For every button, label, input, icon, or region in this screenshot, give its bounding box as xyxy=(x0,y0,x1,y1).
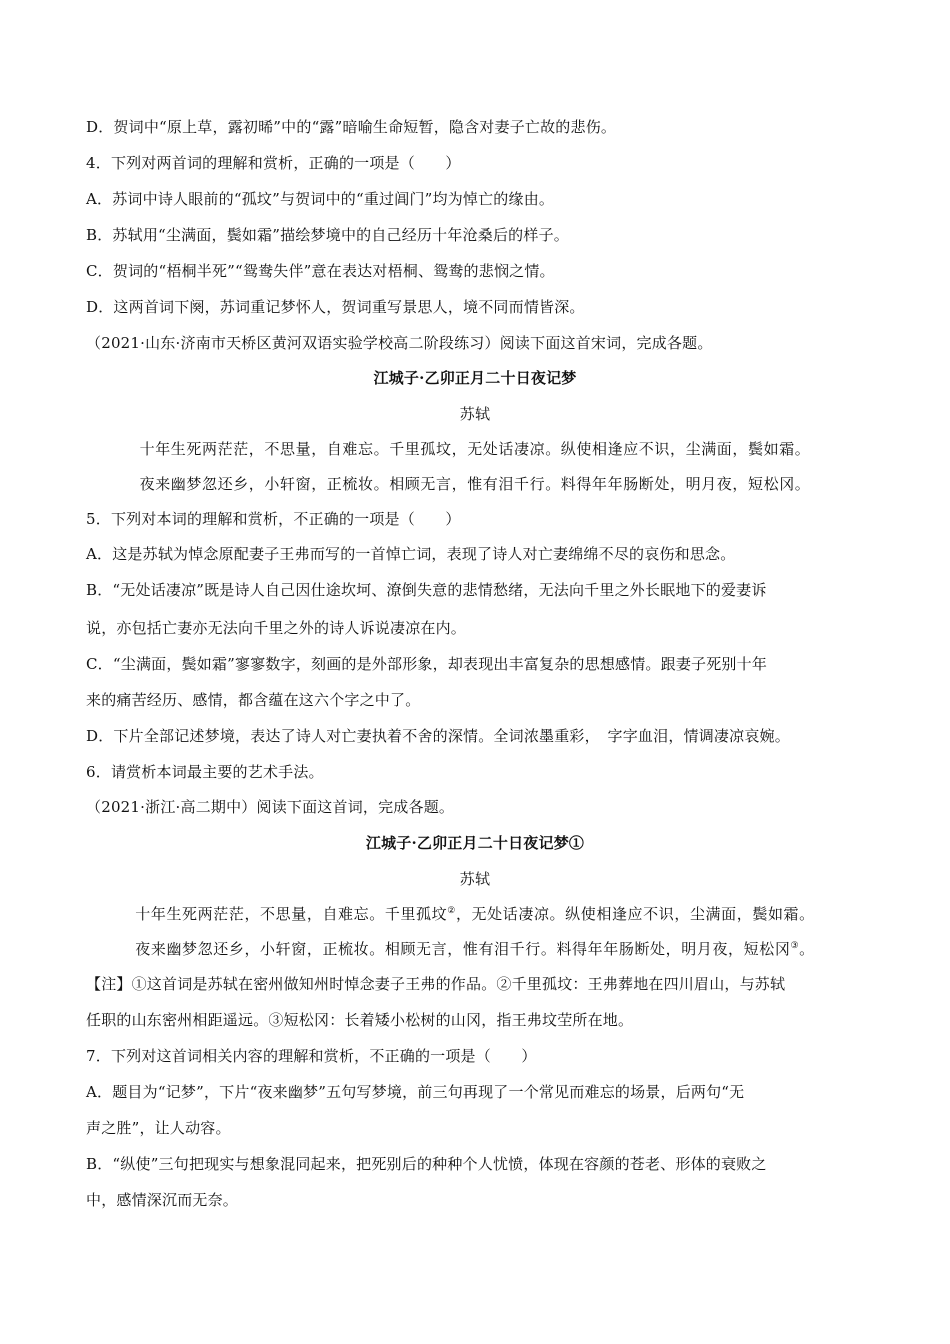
poem-author-1: 苏轼 xyxy=(459,405,491,423)
source-note-1: （2021·山东·济南市天桥区黄河双语实验学校高二阶段练习）阅读下面这首宋词，完成各题。 xyxy=(86,334,713,352)
note-line-1: 【注】①这首词是苏轼在密州做知州时悼念妻子王弗的作品。②千里孤坟：王弗葬地在四川眉山，与苏轼 xyxy=(86,975,786,993)
question-6: 6．请赏析本词最主要的艺术手法。 xyxy=(86,763,324,781)
option-c-q5-line2: 来的痛苦经历、感情，都含蕴在这六个字之中了。 xyxy=(86,691,421,709)
option-b-q7-line2: 中，感情深沉而无奈。 xyxy=(86,1191,239,1209)
question-7: 7．下列对这首词相关内容的理解和赏析，不正确的一项是（ ） xyxy=(86,1047,537,1065)
poem-title-1: 江城子·乙卯正月二十日夜记梦 xyxy=(373,369,577,387)
option-a-q4: A．苏词中诗人眼前的“孤坟”与贺词中的“重过阊门”均为悼亡的缘由。 xyxy=(86,190,555,208)
poem-line-1b: 夜来幽梦忽还乡，小轩窗，正梳妆。相顾无言，惟有泪千行。料得年年肠断处，明月夜，短松冈。 xyxy=(139,475,811,493)
option-b-q4: B．苏轼用“尘满面，鬓如霜”描绘梦境中的自己经历十年沧桑后的样子。 xyxy=(86,226,569,244)
option-b-q5-line2: 说，亦包括亡妻亦无法向千里之外的诗人诉说凄凉在内。 xyxy=(86,619,467,637)
poem-line-1a: 十年生死两茫茫，不思量，自难忘。千里孤坟，无处话凄凉。纵使相逢应不识，尘满面，鬓如霜。 xyxy=(139,440,811,458)
poem-line-2b xyxy=(0,939,950,959)
option-d-q3: D．贺词中“原上草，露初晞”中的“露”暗喻生命短暂，隐含对妻子亡故的悲伤。 xyxy=(86,118,617,136)
poem-title-2: 江城子·乙卯正月二十日夜记梦① xyxy=(365,834,585,852)
poem-line-2b-part1: 夜来幽梦忽还乡，小轩窗，正梳妆。相顾无言，惟有泪千行。料得年年肠断处，明月夜，短松冈 xyxy=(135,940,791,958)
option-c-q4: C．贺词的“梧桐半死”“鸳鸯失伴”意在表达对梧桐、鸳鸯的悲悯之情。 xyxy=(86,262,555,280)
option-b-q5-line1: B．“无处话凄凉”既是诗人自己因仕途坎坷、潦倒失意的悲情愁绪，无法向千里之外长眠地下的爱妻诉 xyxy=(86,581,767,599)
option-a-q7-line2: 声之胜”，让人动容。 xyxy=(86,1119,231,1137)
question-5: 5．下列对本词的理解和赏析，不正确的一项是（ ） xyxy=(86,510,461,528)
poem-author-2: 苏轼 xyxy=(459,870,491,888)
footnote-mark-3: ③ xyxy=(790,941,800,951)
footnote-mark-2: ② xyxy=(447,906,456,916)
note-line-2: 任职的山东密州相距遥远。③短松冈：长着矮小松树的山冈，指王弗坟茔所在地。 xyxy=(86,1011,634,1029)
option-c-q5-line1: C．“尘满面，鬓如霜”寥寥数字，刻画的是外部形象，却表现出丰富复杂的思想感情。跟妻子死别十年 xyxy=(86,655,768,673)
option-a-q7-line1: A．题目为“记梦”，下片“夜来幽梦”五句写梦境，前三句再现了一个常见而难忘的场景，后两句“无 xyxy=(86,1083,745,1101)
source-note-2: （2021·浙江·高二期中）阅读下面这首词，完成各题。 xyxy=(86,798,455,816)
option-a-q5: A．这是苏轼为悼念原配妻子王弗而写的一首悼亡词，表现了诗人对亡妻绵绵不尽的哀伤和思念。 xyxy=(86,545,736,563)
poem-line-2a xyxy=(0,904,950,924)
option-b-q7-line1: B．“纵使”三句把现实与想象混同起来，把死别后的种种个人忧愤，体现在容颜的苍老、形体的衰败之 xyxy=(86,1155,767,1173)
poem-line-2a-part2: ，无处话凄凉。纵使相逢应不识，尘满面，鬓如霜。 xyxy=(455,905,815,923)
option-d-q5: D．下片全部记述梦境，表达了诗人对亡妻执着不舍的深情。全词浓墨重彩， 字字血泪，情调凄凉哀婉。 xyxy=(86,727,790,745)
question-4: 4．下列对两首词的理解和赏析，正确的一项是（ ） xyxy=(86,154,461,172)
poem-line-2a-part1: 十年生死两茫茫，不思量，自难忘。千里孤坟 xyxy=(135,905,448,923)
option-d-q4: D．这两首词下阕，苏词重记梦怀人，贺词重写景思人，境不同而情皆深。 xyxy=(86,298,585,316)
poem-line-2b-part2: 。 xyxy=(799,940,815,958)
